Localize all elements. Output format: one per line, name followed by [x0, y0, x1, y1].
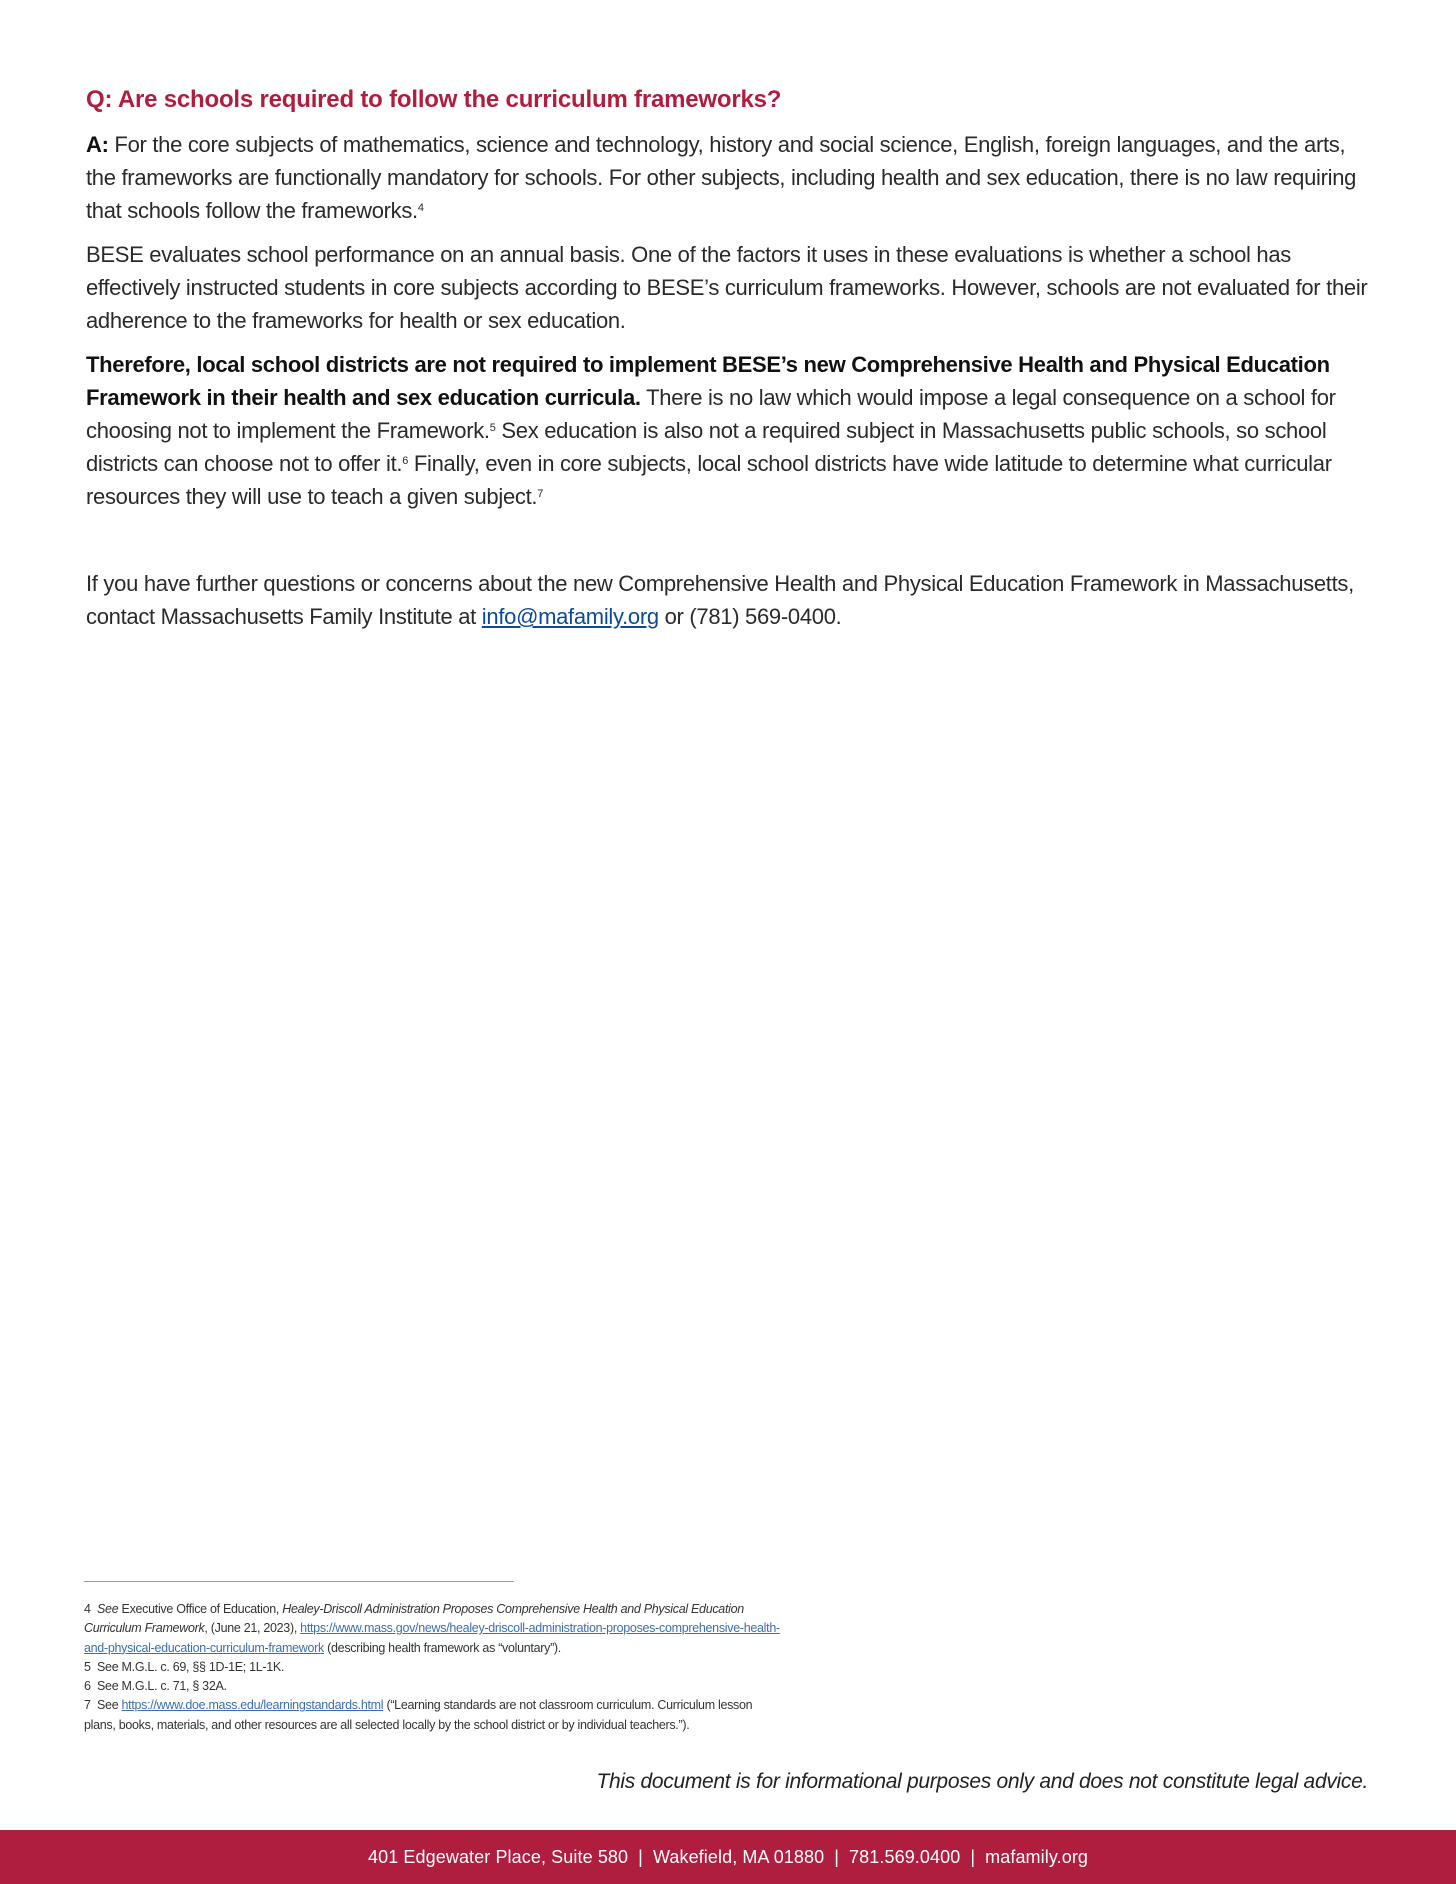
footer-separator: |: [638, 1846, 643, 1867]
footnotes: [84, 1600, 784, 1735]
footer-separator: |: [970, 1846, 976, 1867]
footnote-text: (“Learning standards are not classroom curriculum. Curriculum lesson plans, books, materials, and other resources are all selected locally by the school district or by individual teachers.”).: [84, 1698, 753, 1732]
answer-text-1: For the core subjects of mathematics, science and technology, history and social science, English, foreign languages, and the arts, the frameworks are functionally mandatory for schools. For other subjects, including health and sex education, there is no law requiring that schools follow the frameworks.: [86, 132, 1357, 223]
footer-bar: [0, 1830, 1456, 1884]
email-link[interactable]: info@mafamily.org: [481, 604, 659, 629]
contact-paragraph: [86, 567, 1376, 633]
footnote-divider: [84, 1581, 514, 1582]
footnote-ref-7[interactable]: 7: [537, 488, 544, 500]
footnote-link[interactable]: https://www.mass.gov/news/healey-driscoll-administration-proposes-comprehensive-health-and-physical-education-curriculum-framework: [84, 1621, 780, 1655]
answer-text-3a: There is no law which would impose a legal consequence on a school for choosing not to implement the Framework.: [86, 385, 1336, 443]
footnote-6: [84, 1677, 784, 1696]
footnote-number: 4: [84, 1602, 91, 1616]
contact-text-b: or (781) 569-0400.: [658, 604, 842, 629]
footnote-title: Healey-Driscoll Administration Proposes Comprehensive Health and Physical Education Curriculum Framework: [84, 1602, 744, 1636]
footnote-number: 7: [84, 1698, 91, 1713]
footnote-text: See M.G.L. c. 71, § 32A.: [97, 1679, 227, 1694]
footnote-link[interactable]: https://www.doe.mass.edu/learningstandards.html: [121, 1698, 384, 1713]
footnote-text: , (June 21, 2023),: [204, 1621, 301, 1636]
footnote-text: See M.G.L. c. 69, §§ 1D-1E; 1L-1K.: [97, 1659, 285, 1674]
answer-paragraph-2: BESE evaluates school performance on an annual basis. One of the factors it uses in these evaluations is whether a school has effectively instructed students in core subjects according to BESE’s curriculum frameworks. However, schools are not evaluated for their adherence to the frameworks for health or sex education.: [86, 242, 1368, 333]
footnote-4: [84, 1600, 784, 1658]
footnote-ref-6[interactable]: 6: [402, 455, 409, 467]
contact-text-a: If you have further questions or concerns about the new Comprehensive Health and Physical Education Framework in Massachusetts, contact Massachusetts Family Institute at: [86, 571, 1354, 629]
footnote-ref-5[interactable]: 5: [489, 422, 496, 434]
footer-address: 401 Edgewater Place, Suite 580: [367, 1846, 629, 1867]
footnote-see: See: [97, 1698, 122, 1713]
footnote-number: 6: [84, 1679, 91, 1694]
answer-paragraph-3: [86, 348, 1376, 513]
main-content: [86, 86, 1376, 644]
footnote-text: (describing health framework as “voluntary”).: [323, 1640, 561, 1655]
answer-text-3c: Finally, even in core subjects, local school districts have wide latitude to determine what curricular resources they will use to teach a given subject.: [86, 451, 1332, 509]
footnote-text: Executive Office of Education,: [118, 1602, 283, 1616]
answer-paragraph-1: [86, 128, 1376, 227]
footnote-number: 5: [84, 1659, 91, 1674]
footnote-ref-4[interactable]: 4: [417, 202, 424, 214]
footer-website[interactable]: mafamily.org: [985, 1846, 1089, 1867]
footer-city: Wakefield, MA 01880: [652, 1846, 825, 1867]
footer-phone: 781.569.0400: [849, 1846, 961, 1867]
answer-bold-statement: Therefore, local school districts are not required to implement BESE’s new Comprehensive Health and Physical Education Framework in their health and sex education curricula.: [86, 352, 1330, 410]
answer-text-3b: Sex education is also not a required subject in Massachusetts public schools, so school districts can choose not to offer it.: [86, 418, 1327, 476]
footnote-see: See: [97, 1602, 119, 1616]
footer-separator: |: [834, 1846, 840, 1867]
legal-disclaimer: This document is for informational purposes only and does not constitute legal advice.: [596, 1770, 1368, 1793]
footnote-7: [84, 1696, 784, 1735]
answer-label: A:: [86, 132, 109, 157]
footnote-5: [84, 1658, 784, 1677]
question-heading: Q: Are schools required to follow the curriculum frameworks?: [86, 86, 782, 113]
